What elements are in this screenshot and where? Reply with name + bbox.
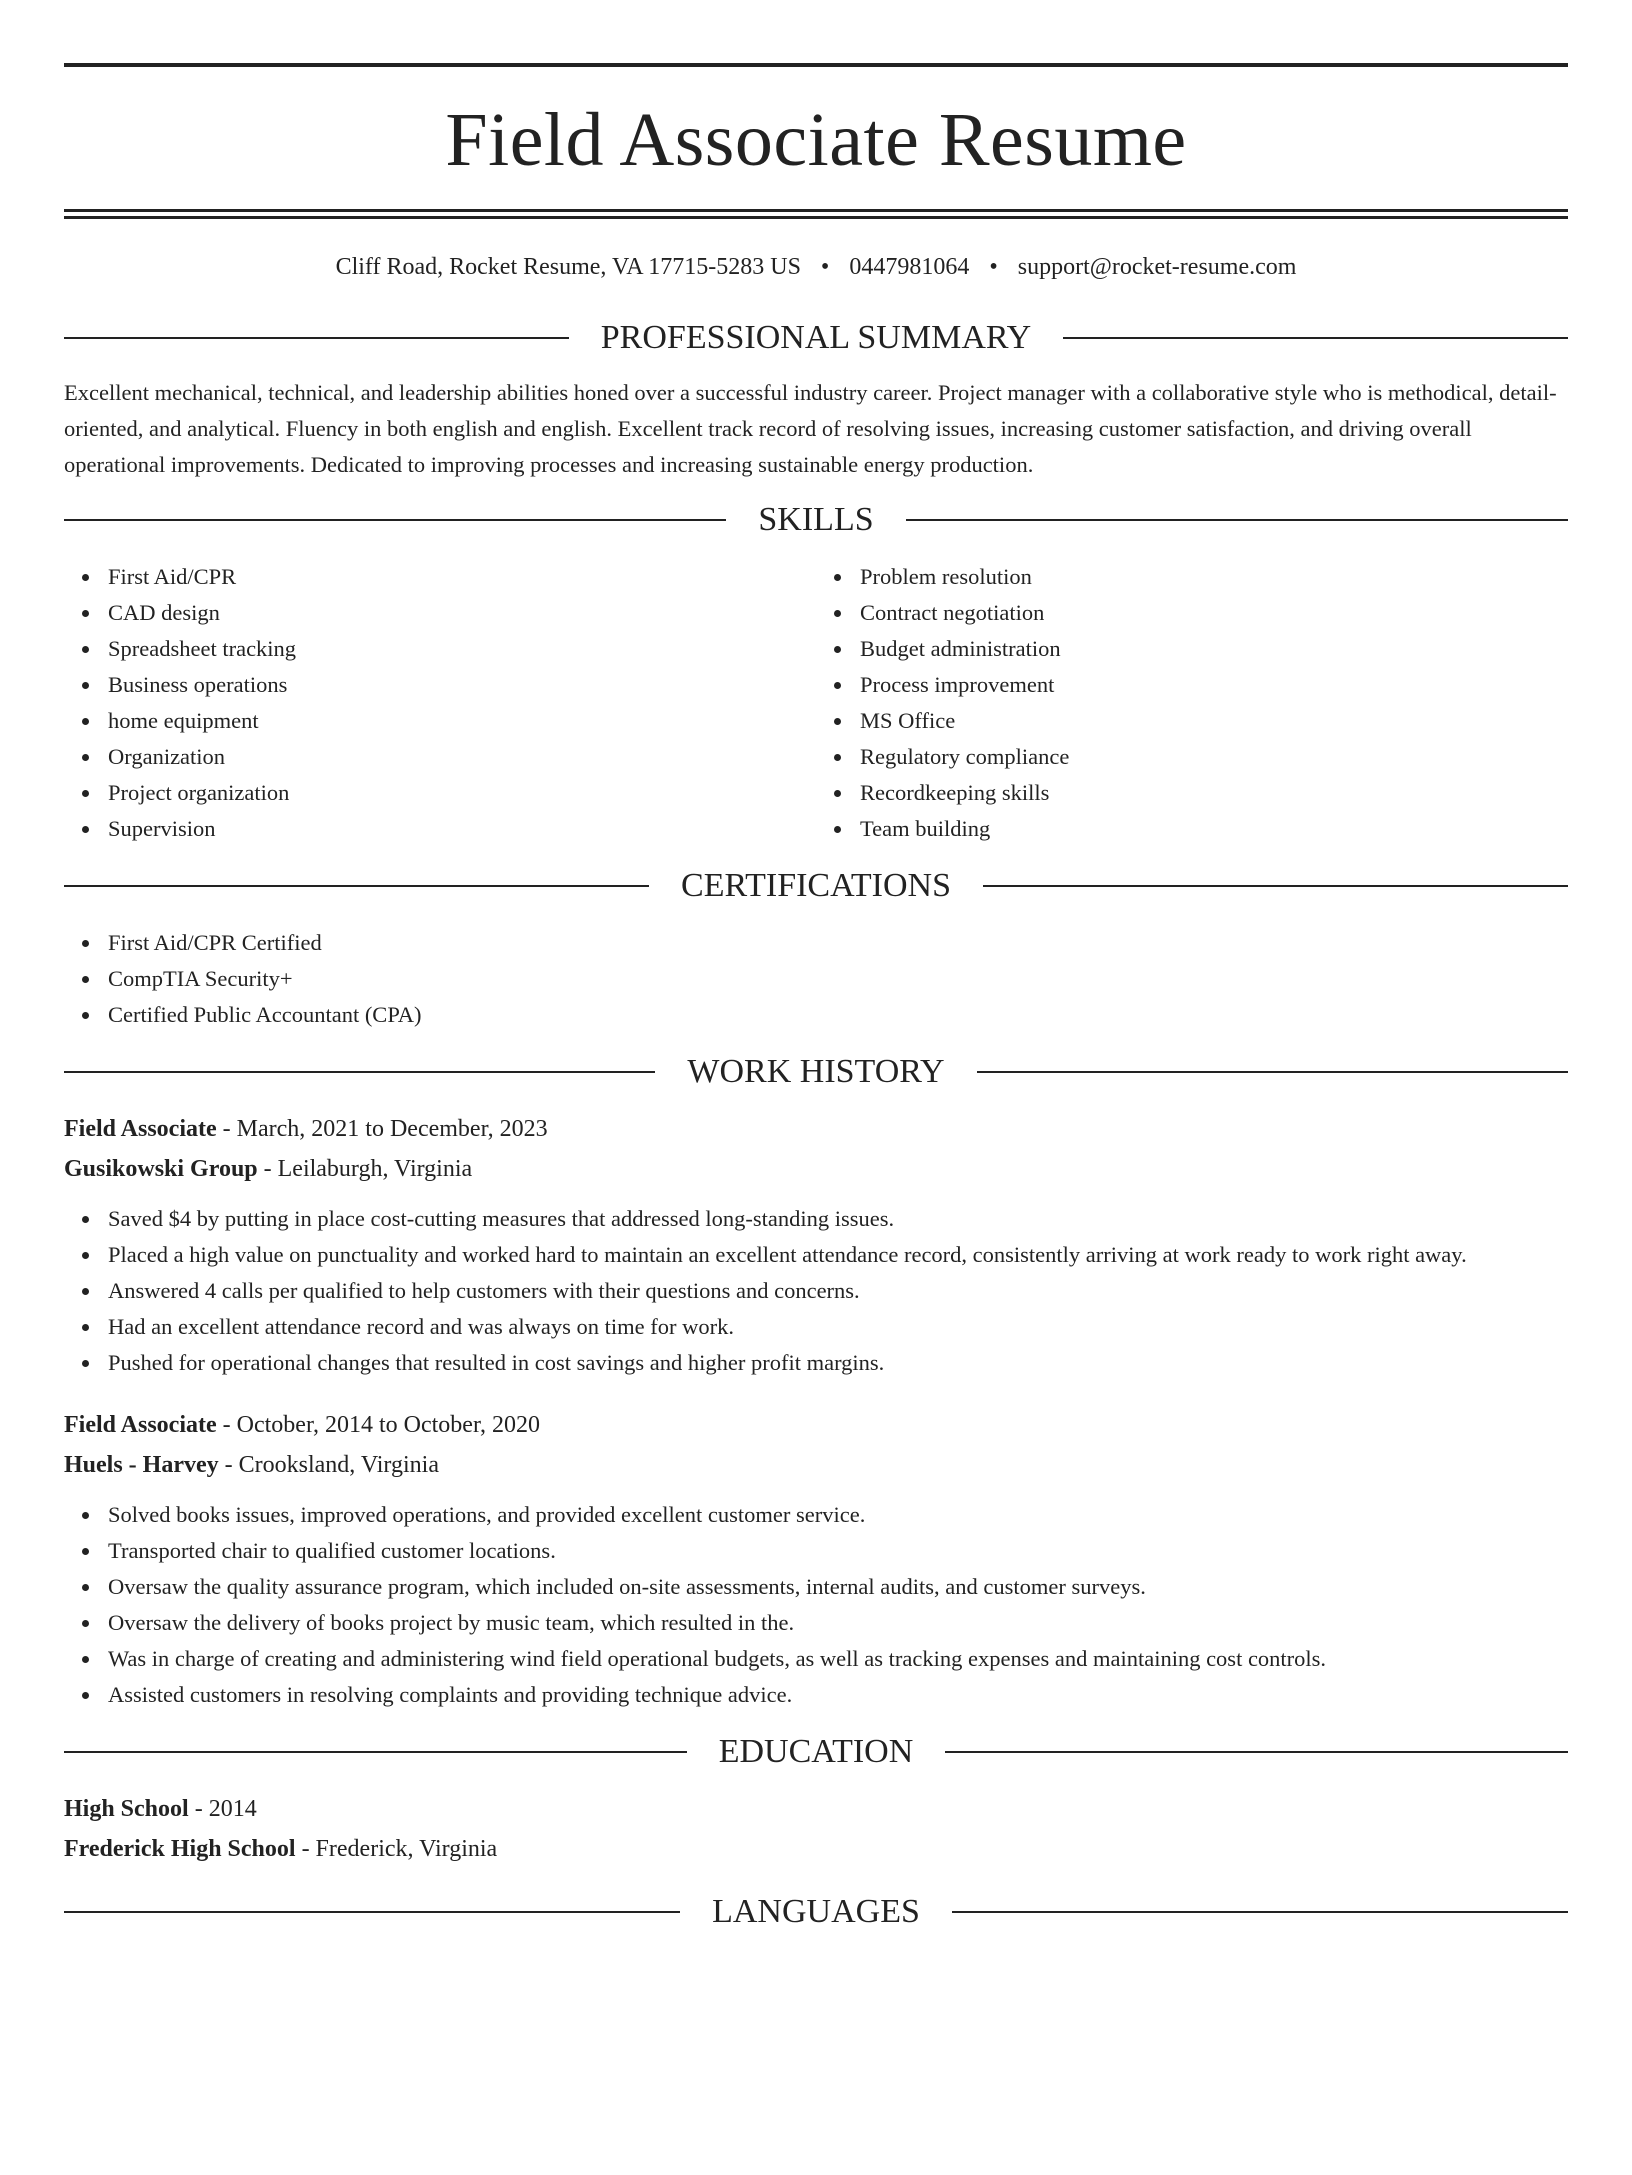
job-location: - Leilaburgh, Virginia [263,1156,473,1182]
section-heading-education [64,1735,1568,1769]
section-heading-work-history [64,1055,1568,1089]
contact-separator: • [820,254,830,280]
education-degree: High School [64,1796,189,1822]
section-heading-skills [64,503,1568,537]
education-entry [64,1789,1568,1869]
skills-column-right [816,559,1568,847]
skill-item: Recordkeeping skills [860,775,1568,811]
job-company: Gusikowski Group [64,1156,258,1182]
job-bullet: Assisted customers in resolving complaints and providing technique advice. [108,1677,1568,1713]
section-heading-summary [64,321,1568,355]
heading-rule-right [945,1751,1568,1753]
section-title-summary: PROFESSIONAL SUMMARY [600,319,1032,356]
heading-rule-left [64,885,649,887]
skill-item: Organization [108,739,816,775]
skill-item: home equipment [108,703,816,739]
contact-line [64,255,1568,279]
summary-text: Excellent mechanical, technical, and leadership abilities honed over a successful industry career. Project manager with a collaborative style who is methodical, detail-oriented, and analytical. Fluency in both english and english. Excellent track record of resolving issues, increasing customer satisfaction, and driving overall operational improvements. Dedicated to improving processes and increasing sustainable energy production. [64,380,1557,477]
title-double-rule [64,209,1568,219]
contact-address: Cliff Road, Rocket Resume, VA 17715-5283 US [335,254,801,280]
section-title-skills: SKILLS [758,501,874,538]
job-bullets [64,1201,1568,1381]
job-entry [64,1405,1568,1713]
contact-phone: 0447981064 [849,254,970,280]
skill-item: Regulatory compliance [860,739,1568,775]
job-company-line [64,1149,1568,1189]
job-bullet: Placed a high value on punctuality and worked hard to maintain an excellent attendance record, consistently arriving at work ready to work right away. [108,1237,1568,1273]
skill-item: Process improvement [860,667,1568,703]
job-bullet: Solved books issues, improved operations, and provided excellent customer service. [108,1497,1568,1533]
contact-separator: • [989,254,998,280]
education-year: - 2014 [194,1796,257,1822]
job-bullet: Oversaw the quality assurance program, which included on-site assessments, internal audits, and customer surveys. [108,1569,1568,1605]
job-dates: - March, 2021 to December, 2023 [222,1116,548,1142]
job-title-line [64,1405,1568,1445]
skill-item: Problem resolution [860,559,1568,595]
resume-page [0,63,1632,2175]
skill-item: First Aid/CPR [108,559,816,595]
resume-title: Field Associate Resume [445,98,1187,182]
skill-item: Supervision [108,811,816,847]
job-location: - Crooksland, Virginia [224,1452,439,1478]
section-title-certifications: CERTIFICATIONS [681,867,951,904]
education-school: Frederick High School [64,1836,296,1862]
job-bullet: Oversaw the delivery of books project by music team, which resulted in the. [108,1605,1568,1641]
heading-rule-left [64,519,726,521]
education-location: - Frederick, Virginia [301,1836,498,1862]
heading-rule-left [64,1071,655,1073]
heading-rule-left [64,337,569,339]
section-heading-certifications [64,869,1568,903]
heading-rule-right [952,1911,1568,1913]
job-company: Huels - Harvey [64,1452,219,1478]
heading-rule-right [983,885,1568,887]
job-bullet: Pushed for operational changes that resulted in cost savings and higher profit margins. [108,1345,1568,1381]
heading-rule-right [906,519,1568,521]
section-heading-languages [64,1895,1568,1929]
contact-email: support@rocket-resume.com [1017,254,1297,280]
skill-item: Spreadsheet tracking [108,631,816,667]
top-rule [64,63,1568,67]
section-title-education: EDUCATION [718,1733,914,1770]
certification-item: First Aid/CPR Certified [108,925,1568,961]
job-entry [64,1109,1568,1381]
certification-item: CompTIA Security+ [108,961,1568,997]
skill-item: Budget administration [860,631,1568,667]
job-bullet: Transported chair to qualified customer locations. [108,1533,1568,1569]
heading-rule-right [977,1071,1568,1073]
job-title: Field Associate [64,1412,217,1438]
education-school-line [64,1829,1568,1869]
job-bullets [64,1497,1568,1713]
job-bullet: Saved $4 by putting in place cost-cutting measures that addressed long-standing issues. [108,1201,1568,1237]
job-bullet: Answered 4 calls per qualified to help customers with their questions and concerns. [108,1273,1568,1309]
job-title: Field Associate [64,1116,217,1142]
skill-item: MS Office [860,703,1568,739]
skills-column-left [64,559,816,847]
section-title-languages: LANGUAGES [712,1893,920,1930]
skill-item: Business operations [108,667,816,703]
skill-item: Contract negotiation [860,595,1568,631]
job-company-line [64,1445,1568,1485]
section-title-work-history: WORK HISTORY [687,1053,945,1090]
skills-list [64,559,1568,847]
heading-rule-left [64,1751,687,1753]
job-bullet: Had an excellent attendance record and was always on time for work. [108,1309,1568,1345]
job-dates: - October, 2014 to October, 2020 [222,1412,540,1438]
skill-item: Team building [860,811,1568,847]
skill-item: Project organization [108,775,816,811]
certification-item: Certified Public Accountant (CPA) [108,997,1568,1033]
job-bullet: Was in charge of creating and administering wind field operational budgets, as well as tracking expenses and maintaining cost controls. [108,1641,1568,1677]
skill-item: CAD design [108,595,816,631]
job-title-line [64,1109,1568,1149]
certifications-list [64,925,1568,1033]
heading-rule-right [1063,337,1568,339]
heading-rule-left [64,1911,680,1913]
education-degree-line [64,1789,1568,1829]
